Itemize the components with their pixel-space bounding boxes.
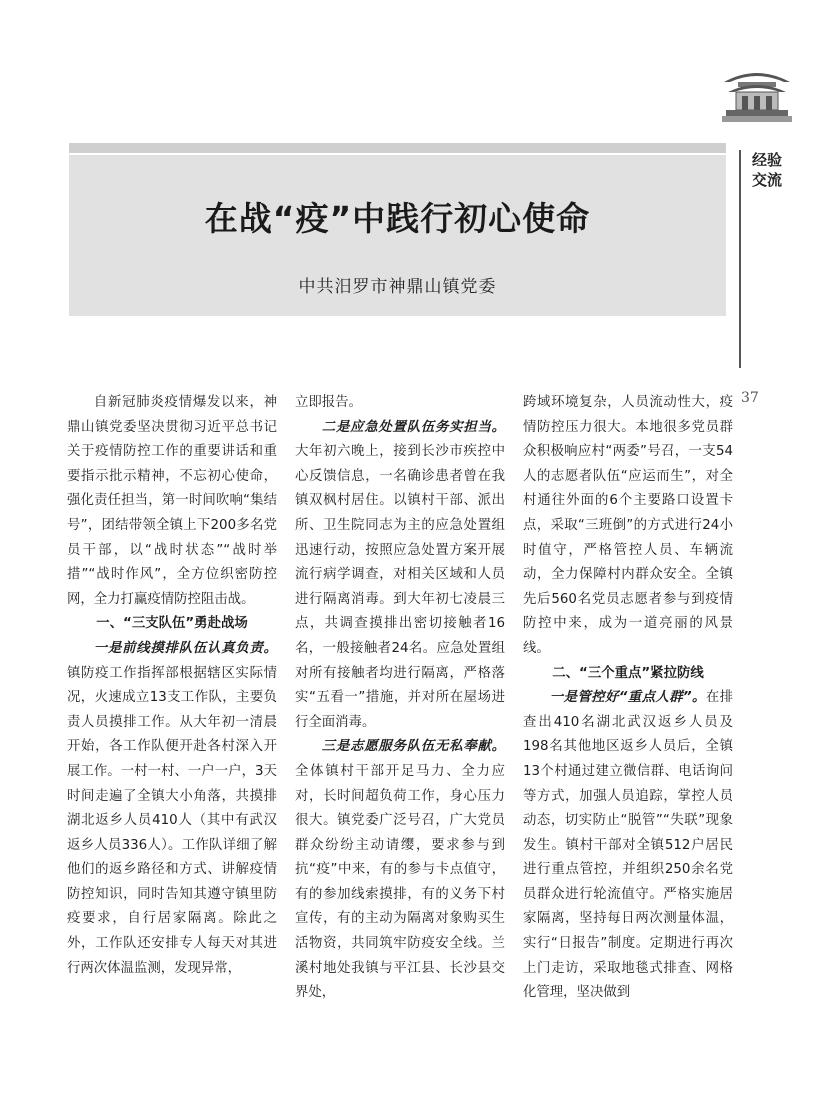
title-box xyxy=(69,155,726,316)
paragraph xyxy=(295,735,505,1006)
section-label: 经验交流 xyxy=(752,151,783,189)
paragraph xyxy=(523,686,733,1006)
article-author: 中共汨罗市神鼎山镇党委 xyxy=(298,277,497,297)
paragraph-lead: 一是管控好“重点人群”。 xyxy=(549,690,706,706)
margin-rule xyxy=(739,150,741,368)
paragraph xyxy=(67,637,277,981)
paragraph-body: 镇防疫工作指挥部根据辖区实际情况，火速成立13支工作队，主要负责人员摸排工作。从大年初一清晨开始，各工作队便开赴各村深入开展工作。一村一村、一户一户，3天时间走遍了全镇大小角落，共摸排湖北返乡人员410人（其中有武汉返乡人员336人）。工作队详细了解他们的返乡路径和方式、讲解疫情防控知识，同时告知其遵守镇里防疫要求，自行居家隔离。除此之外，工作队还安排专人每天对其进行两次体温监测，发现异常， xyxy=(67,665,277,976)
page-number: 37 xyxy=(741,390,759,406)
section-heading: 二、“三个重点”紧拉防线 xyxy=(552,665,704,681)
paragraph-body: 全体镇村干部开足马力、全力应对，长时间超负荷工作，身心压力很大。镇党委广泛号召，广大党员群众纷纷主动请缨，要求参与到抗“疫”中来，有的参与卡点值守，有的参加线索摸排，有的义务下村宣传，有的主动为隔离对象购买生活物资，共同筑牢防疫安全线。兰溪村地处我镇与平江县、长沙县交界处， xyxy=(295,763,505,1001)
text-column-2 xyxy=(295,391,505,1006)
paragraph: 立即报告。 xyxy=(295,395,362,410)
paragraph-lead: 三是志愿服务队伍无私奉献。 xyxy=(321,739,505,755)
text-column-3 xyxy=(523,391,733,1006)
section-heading: 一、“三支队伍”勇赴战场 xyxy=(96,616,248,632)
article-title: 在战“疫”中践行初心使命 xyxy=(204,199,591,238)
pavilion-logo xyxy=(722,60,792,126)
title-top-bar xyxy=(69,143,726,153)
paragraph-body: 在排查出410名湖北武汉返乡人员及198名其他地区返乡人员后，全镇13个村通过建立微信群、电话询问等方式，加强人员追踪，掌控人员动态，切实防止“脱管”“失联”现象发生。镇村干部对全镇512户居民进行重点管控，并组织250余名党员群众进行轮流值守。严格实施居家隔离，坚持每日两次测量体温，实行“日报告”制度。定期进行再次上门走访，采取地毯式排查、网格化管理，坚决做到 xyxy=(523,690,733,1001)
text-column-1 xyxy=(67,391,277,981)
paragraph: 跨域环境复杂，人员流动性大，疫情防控压力很大。本地很多党员群众积极响应村“两委”号召，一支54人的志愿者队伍“应运而生”，对全村通往外面的6个主要路口设置卡点，采取“三班倒”的方式进行24小时值守，严格管控人员、车辆流动，全力保障村内群众安全。全镇先后560名党员志愿者参与到疫情防控中来，成为一道亮丽的风景线。 xyxy=(523,395,733,656)
paragraph-lead: 二是应急处置队伍务实担当。 xyxy=(321,419,505,435)
paragraph xyxy=(295,416,505,736)
paragraph: 自新冠肺炎疫情爆发以来，神鼎山镇党委坚决贯彻习近平总书记关于疫情防控工作的重要讲话和重要指示批示精神，不忘初心使命，强化责任担当，第一时间吹响“集结号”，团结带领全镇上下200多名党员干部，以“战时状态”“战时举措”“战时作风”，全方位织密防控网，全力打赢疫情防控阻击战。 xyxy=(67,395,277,607)
paragraph-body: 大年初六晚上，接到长沙市疾控中心反馈信息，一名确诊患者曾在我镇双枫村居住。以镇村干部、派出所、卫生院同志为主的应急处置组迅速行动，按照应急处置方案开展流行病学调查，对相关区域和人员进行隔离消毒。到大年初七凌晨三点，共调查摸排出密切接触者16名，一般接触者24名。应急处置组对所有接触者均进行隔离，严格落实“五看一”措施，并对所在屋场进行全面消毒。 xyxy=(295,444,505,730)
paragraph-lead: 一是前线摸排队伍认真负责。 xyxy=(93,640,277,656)
